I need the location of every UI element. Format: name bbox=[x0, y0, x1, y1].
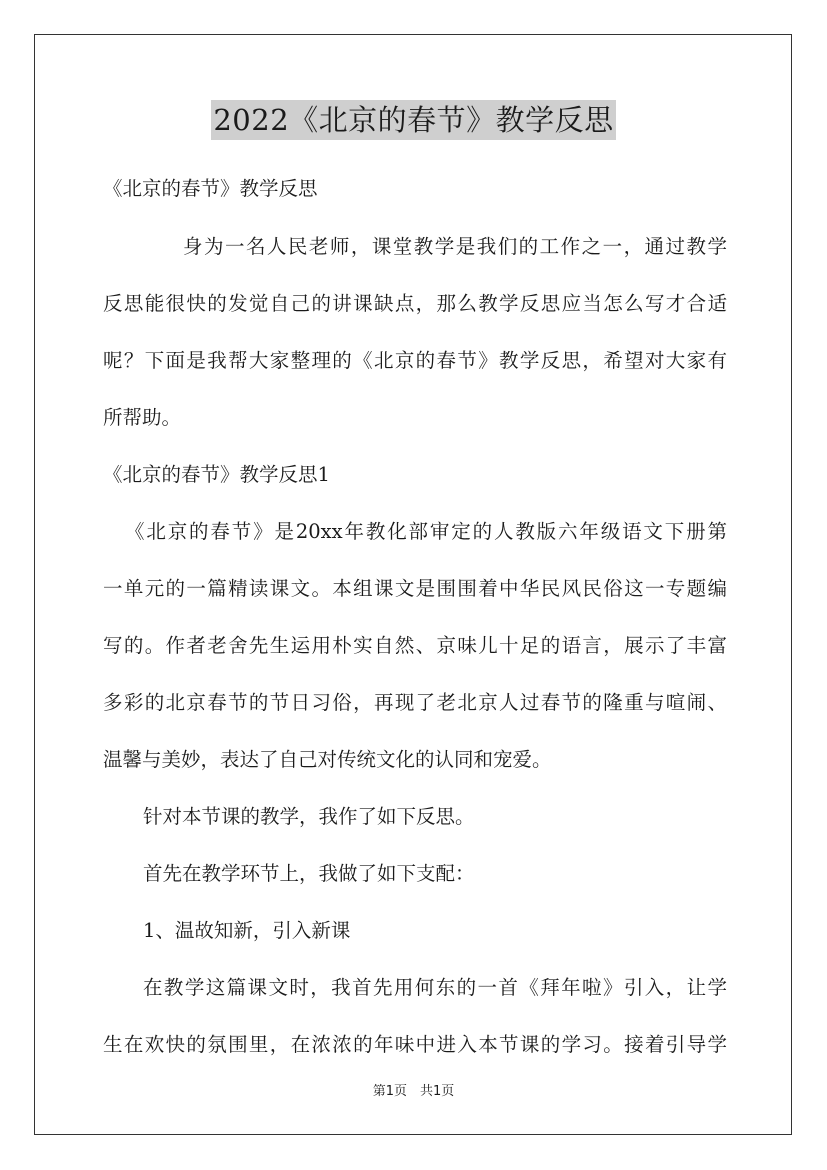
page-footer: 第1页 共1页 bbox=[372, 1084, 455, 1099]
paragraph-line: 生在欢快的氛围里，在浓浓的年味中进入本节课的学习。接着引导学 bbox=[103, 1033, 727, 1056]
paragraph-line: 所帮助。 bbox=[103, 406, 182, 429]
paragraph-line: 一单元的一篇精读课文。本组课文是围围着中华民风民俗这一专题编 bbox=[103, 577, 727, 600]
paragraph-line: 呢？下面是我帮大家整理的《北京的春节》教学反思，希望对大家有 bbox=[103, 349, 727, 372]
paragraph-line: 针对本节课的教学，我作了如下反思。 bbox=[143, 805, 475, 828]
paragraph-line: 写的。作者老舍先生运用朴实自然、京味儿十足的语言，展示了丰富 bbox=[103, 634, 727, 657]
paragraph-line: 在教学这篇课文时，我首先用何东的一首《拜年啦》引入，让学 bbox=[143, 976, 727, 999]
section-heading: 《北京的春节》教学反思1 bbox=[103, 463, 330, 486]
paragraph-line: 反思能很快的发觉自己的讲课缺点，那么教学反思应当怎么写才合适 bbox=[103, 292, 727, 315]
title-container bbox=[0, 100, 827, 140]
section-heading: 《北京的春节》教学反思 bbox=[103, 177, 318, 200]
paragraph-line: 《北京的春节》是20xx年教化部审定的人教版六年级语文下册第 bbox=[125, 520, 727, 543]
paragraph-line: 多彩的北京春节的节日习俗，再现了老北京人过春节的隆重与喧闹、 bbox=[103, 691, 727, 714]
paragraph-line: 身为一名人民老师，课堂教学是我们的工作之一，通过教学 bbox=[183, 235, 727, 258]
document-title: 2022《北京的春节》教学反思 bbox=[211, 100, 615, 140]
paragraph-line: 首先在教学环节上，我做了如下支配： bbox=[143, 862, 475, 885]
subsection-heading: 1、温故知新，引入新课 bbox=[143, 919, 351, 942]
paragraph-line: 温馨与美妙，表达了自己对传统文化的认同和宠爱。 bbox=[103, 748, 552, 771]
